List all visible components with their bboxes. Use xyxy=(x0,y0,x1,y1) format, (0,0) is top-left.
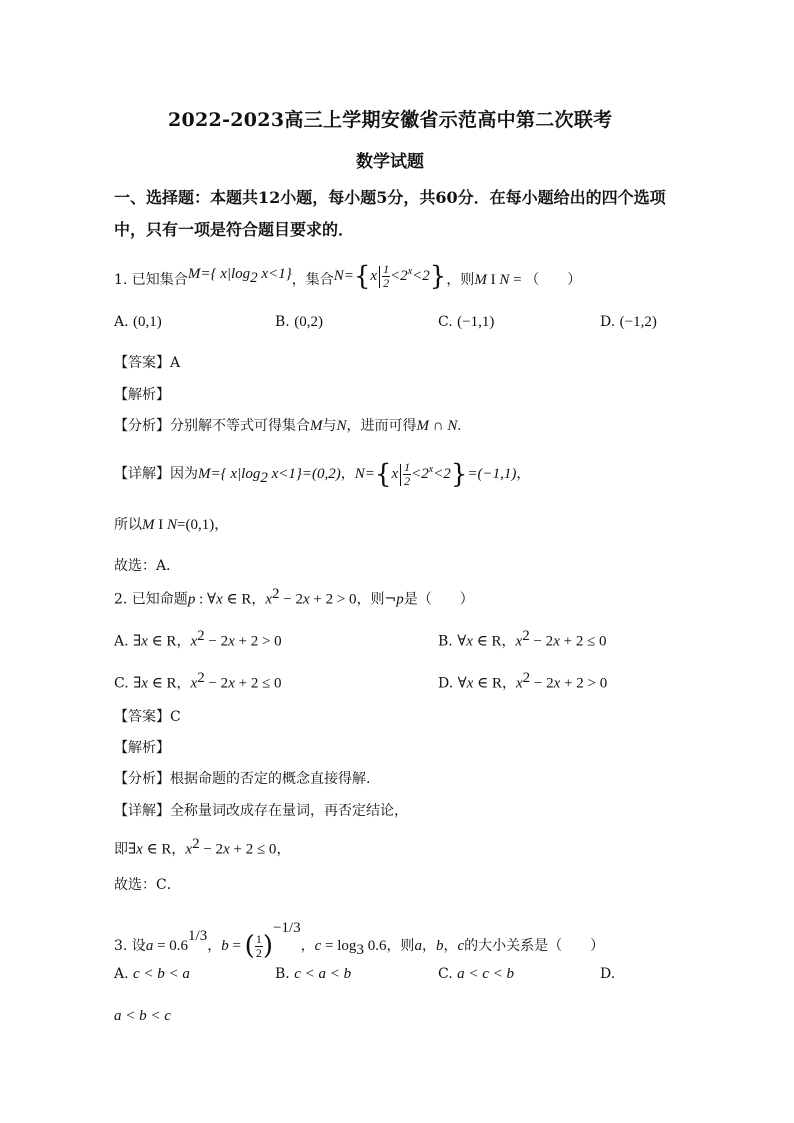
page-title: 2022-2023高三上学期安徽省示范高中第二次联考 xyxy=(168,109,613,131)
q3-option-c xyxy=(438,966,514,983)
q3-option-b xyxy=(275,966,351,983)
option-value: (0,2) xyxy=(294,314,323,330)
option-value: c < a < b xyxy=(294,966,352,982)
q1-option-a xyxy=(114,314,162,331)
option-label: D. xyxy=(438,675,458,692)
q2-ji: 即∃x ∈ R，$x^2 - 2x + 2 \le 0$， xyxy=(114,836,291,858)
option-label: C. xyxy=(438,314,458,330)
fenxi-tag: 【分析】 xyxy=(114,771,170,787)
answer-tag: 【答案】 xyxy=(114,355,170,371)
option-label: A. xyxy=(114,966,134,982)
q2-option-c: C. ∃x ∈ R，$x^2 - 2x + 2 \le 0$ xyxy=(114,670,282,692)
q1-choose: 故选：A． xyxy=(114,558,181,574)
answer-tag: 【答案】 xyxy=(114,709,170,725)
option-label: B. xyxy=(275,966,295,982)
q1-option-b xyxy=(275,314,323,331)
detail-text: 全称量词改成存在量词，再否定结论， xyxy=(170,803,408,819)
q1-lead: 1. 已知集合 xyxy=(114,272,188,288)
option-value: (0,1) xyxy=(133,314,162,330)
q2-option-b: B. ∀x ∈ R，$x^2 - 2x + 2 \le 0$ xyxy=(438,628,607,650)
q3-end-2: 的大小关系是（ ） xyxy=(464,938,605,954)
q1-detail: 【详解】因为M={ $x|\log_2$ x<1}=(0,2)，N={x $\frac{1}{2}$ $<2^x<2\}=(-1,1)$， xyxy=(114,459,531,490)
ji-text: 即 xyxy=(114,841,128,858)
page-subtitle: 数学试题 xyxy=(356,152,424,172)
detail-tag: 【详解】 xyxy=(114,803,170,819)
q2-answer xyxy=(114,706,181,726)
fenxi-text-3: ，进而可得 xyxy=(346,418,417,434)
q1-mid: ，集合 xyxy=(291,272,334,288)
option-label: C. xyxy=(438,966,458,982)
q2-analysis-tag: 【解析】 xyxy=(114,740,170,756)
answer-value: A xyxy=(170,355,181,371)
section-heading-line2: 中，只有一项是符合题目要求的． xyxy=(114,220,355,239)
q2-option-d: D. ∀x ∈ R，$x^2 - 2x + 2 > 0$ xyxy=(438,670,608,692)
option-value: (−1,2) xyxy=(619,314,657,330)
option-value: a < b < c xyxy=(114,1008,171,1024)
q1-option-c xyxy=(438,314,494,331)
option-label: B. xyxy=(275,314,295,330)
question-3: 3. 设$a = 0.6^{1/3}$，b = ( $\frac{1}{2}$ )$^{-1/3}$，$c = \log_3 0.6$，则a，b，c的大小关系是（ ） xyxy=(114,920,605,961)
q1-so: 所以M I N=(0,1)， xyxy=(114,517,229,533)
option-label: D. xyxy=(600,966,616,982)
option-label: C. xyxy=(114,675,134,692)
q3-option-d xyxy=(600,966,615,982)
q2-choose: 故选：C． xyxy=(114,877,181,893)
q1-intersection: M xyxy=(474,272,487,288)
detail-text: 因为 xyxy=(170,466,198,482)
q2-lead: 2. 已知命题 xyxy=(114,591,188,608)
q1-option-d xyxy=(600,314,657,331)
option-label: A. xyxy=(114,314,134,330)
fenxi-text-2: 与 xyxy=(322,418,337,434)
detail-comma: ， xyxy=(516,466,531,482)
q1-fenxi: 【分析】分别解不等式可得集合M与N，进而可得M ∩ N. xyxy=(114,418,462,434)
fenxi-tag: 【分析】 xyxy=(114,418,170,434)
option-label: D. xyxy=(600,314,620,330)
q1-set-n: N={x $\frac{1}{2}$ $<2^x<2$} xyxy=(333,261,447,292)
q3-end: ，则 xyxy=(386,938,415,954)
so-text: 所以 xyxy=(114,517,142,533)
q1-paren: （ ） xyxy=(525,272,582,288)
q2-option-a: A. ∃x ∈ R，$x^2 - 2x + 2 > 0$ xyxy=(114,628,282,650)
q2-detail xyxy=(114,800,408,820)
option-value: a < c < b xyxy=(457,966,515,982)
q3-lead: 3. 设 xyxy=(114,938,146,954)
q3-option-d-value xyxy=(114,1008,171,1025)
question-2: 2. 已知命题p : ∀x ∈ R，$x^2 - 2x + 2 > 0$，则¬p是（ ） xyxy=(114,586,474,608)
q1-set-m: M={ $x|\log_2$ x<1} xyxy=(187,266,292,286)
q2-fenxi xyxy=(114,768,370,788)
fenxi-text: 根据命题的否定的概念直接得解. xyxy=(170,771,371,787)
q3-sep-2: ， xyxy=(300,938,315,954)
q3-sep-1: ， xyxy=(207,938,222,954)
q1-end: ，则 xyxy=(446,272,475,288)
fenxi-text: 分别解不等式可得集合 xyxy=(170,418,310,434)
option-label: A. xyxy=(114,633,134,650)
q3-option-a xyxy=(114,966,190,983)
section-heading-line1: 一、选择题：本题共12小题，每小题5分，共60分．在每小题给出的四个选项 xyxy=(114,188,666,207)
detail-tag: 【详解】 xyxy=(114,466,170,482)
option-label: B. xyxy=(438,633,458,650)
answer-value: C xyxy=(170,709,181,725)
detail-sep: ， xyxy=(340,466,355,482)
option-value: c < b < a xyxy=(133,966,190,982)
question-1: 1. 已知集合M={ $x|\log_2$ x<1}，集合N={x $\frac{1}{2}$ $<2^x<2$}，则M I N = （ ） xyxy=(114,252,581,296)
option-value: (−1,1) xyxy=(457,314,495,330)
q2-end-2: 是（ ） xyxy=(403,591,474,608)
q1-answer xyxy=(114,352,180,372)
q1-analysis-tag: 【解析】 xyxy=(114,387,170,403)
q2-end: ，则¬ xyxy=(356,591,397,608)
